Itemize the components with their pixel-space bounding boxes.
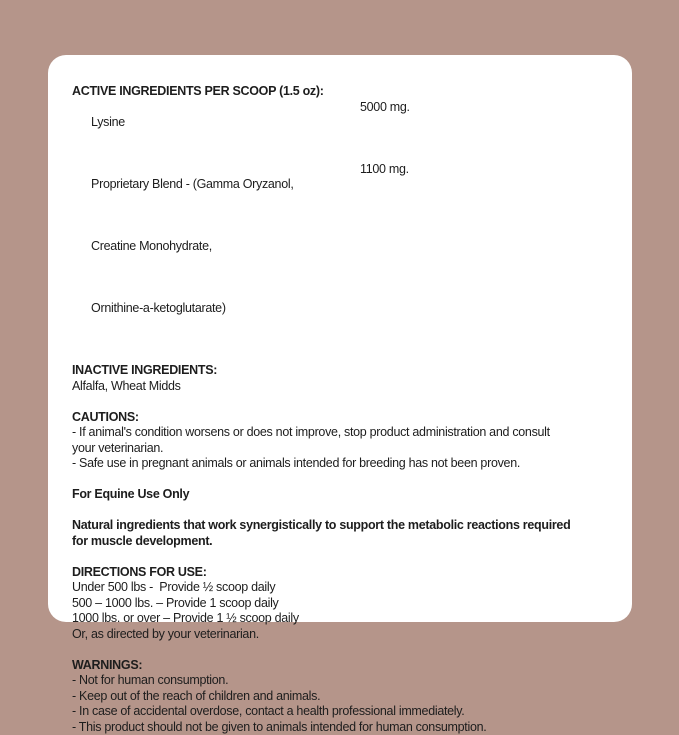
warnings-heading: WARNINGS:	[72, 658, 606, 674]
ingredient-row	[72, 162, 606, 224]
warning-line: - Not for human consumption.	[72, 673, 606, 689]
active-ingredients-section	[72, 84, 606, 348]
directions-section	[72, 565, 606, 643]
equine-use-statement: For Equine Use Only	[72, 487, 606, 503]
warning-line: - In case of accidental overdose, contact a health professional immediately.	[72, 704, 606, 720]
description-section	[72, 518, 606, 549]
directions-line: Or, as directed by your veterinarian.	[72, 627, 606, 643]
supplement-label-card	[48, 55, 632, 622]
ingredient-row	[72, 286, 606, 348]
directions-line: Under 500 lbs - Provide ½ scoop daily	[72, 580, 606, 596]
directions-line: 1000 lbs. or over – Provide 1 ½ scoop daily	[72, 611, 606, 627]
warning-line: - Keep out of the reach of children and animals.	[72, 689, 606, 705]
equine-use-section	[72, 487, 606, 503]
ingredient-name: Creatine Monohydrate,	[91, 239, 212, 253]
ingredient-name: Ornithine-a-ketoglutarate)	[91, 301, 226, 315]
description-line: Natural ingredients that work synergistically to support the metabolic reactions required	[72, 518, 606, 534]
caution-line: - Safe use in pregnant animals or animals intended for breeding has not been proven.	[72, 456, 606, 472]
warning-line: - This product should not be given to animals intended for human consumption.	[72, 720, 606, 735]
inactive-ingredients-list: Alfalfa, Wheat Midds	[72, 379, 606, 395]
directions-line: 500 – 1000 lbs. – Provide 1 scoop daily	[72, 596, 606, 612]
caution-line: your veterinarian.	[72, 441, 606, 457]
cautions-section	[72, 410, 606, 472]
ingredient-row	[72, 100, 606, 162]
ingredient-amount: 1100 mg.	[360, 162, 409, 178]
caution-line: - If animal's condition worsens or does not improve, stop product administration and consult	[72, 425, 606, 441]
directions-heading: DIRECTIONS FOR USE:	[72, 565, 606, 581]
ingredient-name: Proprietary Blend - (Gamma Oryzanol,	[91, 177, 293, 191]
inactive-ingredients-heading: INACTIVE INGREDIENTS:	[72, 363, 606, 379]
description-line: for muscle development.	[72, 534, 606, 550]
warnings-section	[72, 658, 606, 735]
active-ingredients-heading: ACTIVE INGREDIENTS PER SCOOP (1.5 oz):	[72, 84, 606, 100]
inactive-ingredients-section	[72, 363, 606, 394]
ingredient-amount: 5000 mg.	[360, 100, 410, 116]
ingredient-row	[72, 224, 606, 286]
ingredient-name: Lysine	[91, 115, 125, 129]
cautions-heading: CAUTIONS:	[72, 410, 606, 426]
